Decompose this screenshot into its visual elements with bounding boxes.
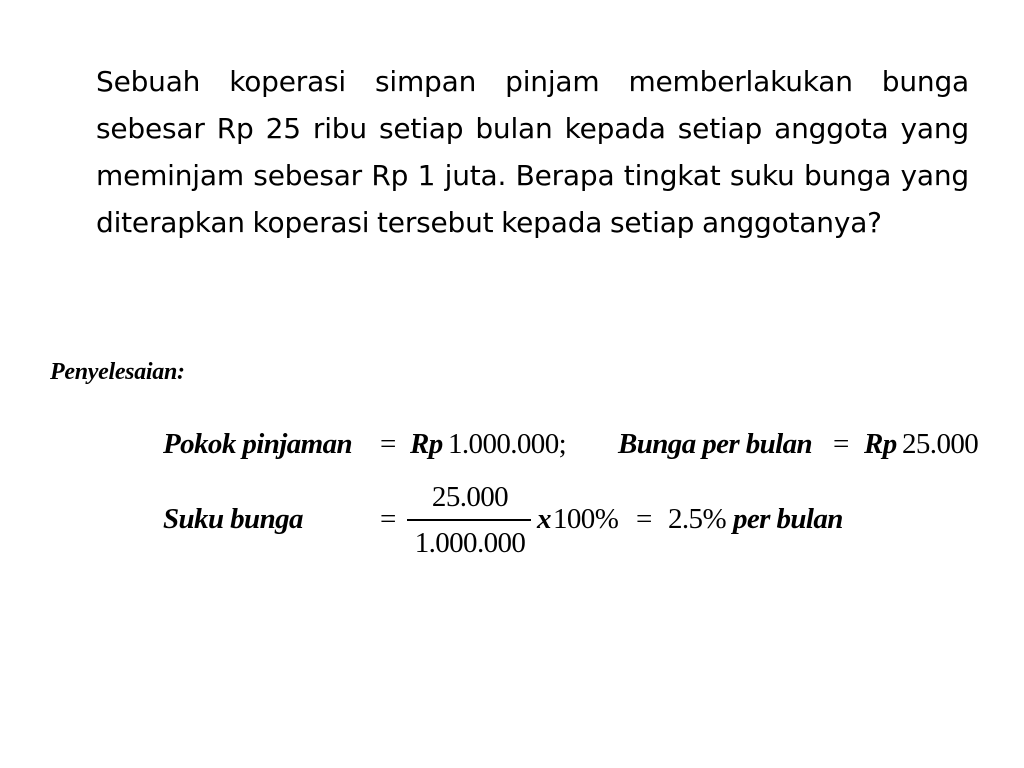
rate-label: Suku bunga <box>163 503 303 535</box>
percent-factor: 100% <box>553 503 619 535</box>
principal-currency: Rp <box>410 428 443 460</box>
result-equals: = <box>636 503 652 535</box>
principal-label: Pokok pinjaman <box>163 428 352 460</box>
fraction-denominator: 1.000.000 <box>414 527 526 559</box>
problem-statement: Sebuah koperasi simpan pinjam memberlakukan bunga sebesar Rp 25 ribu setiap bulan kepada setiap anggota yang meminjam sebesar Rp 1 juta. Berapa tingkat suku bunga yang diterapkan koperasi tersebut kepada setiap anggotanya? <box>96 65 969 239</box>
fraction-numerator: 25.000 <box>431 481 509 513</box>
rate-fraction <box>407 481 533 563</box>
interest-label: Bunga per bulan <box>618 428 813 460</box>
rate-equals: = <box>380 503 396 535</box>
rate-result: 2.5% <box>668 503 727 535</box>
principal-equals: = <box>380 428 396 460</box>
multiply-sign: x <box>537 503 551 535</box>
interest-equals: = <box>833 428 849 460</box>
interest-currency: Rp <box>864 428 897 460</box>
rate-unit: per bulan <box>733 503 843 535</box>
fraction-bar <box>407 519 531 521</box>
solution-heading: Penyelesaian: <box>50 359 185 385</box>
principal-value: 1.000.000; <box>448 428 567 460</box>
interest-value: 25.000 <box>902 428 979 460</box>
